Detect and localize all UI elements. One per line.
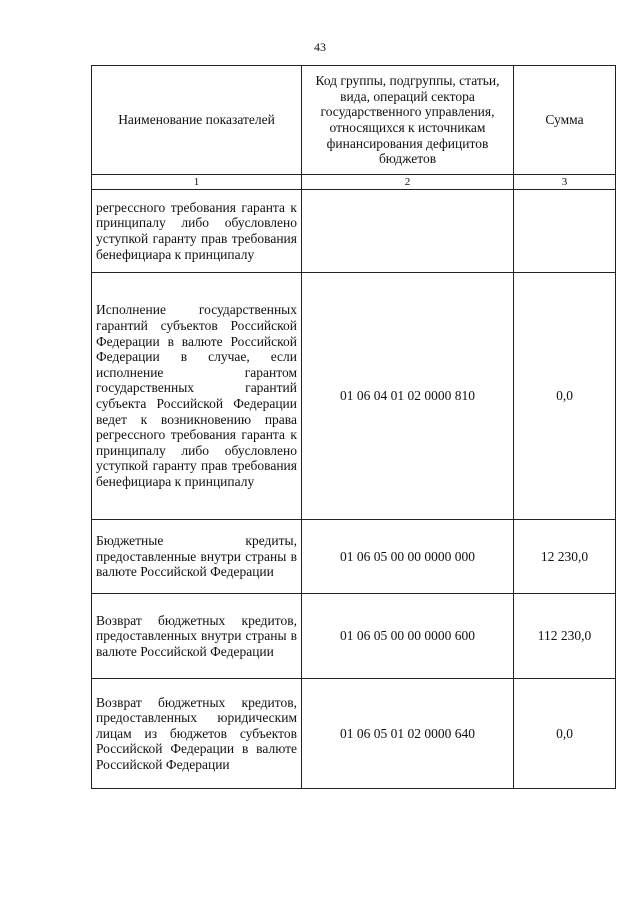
table-row bbox=[92, 520, 616, 594]
indicator-code: 01 06 04 01 02 0000 810 bbox=[302, 273, 514, 520]
indicator-code bbox=[302, 190, 514, 273]
header-sum: Сумма bbox=[514, 66, 616, 175]
column-number: 1 bbox=[92, 175, 302, 190]
indicator-code: 01 06 05 01 02 0000 640 bbox=[302, 679, 514, 789]
indicator-name: Бюджетные кредиты, предоставленные внутри страны в валюте Российской Федерации bbox=[92, 520, 302, 594]
budget-sources-table bbox=[91, 65, 616, 789]
table-row bbox=[92, 190, 616, 273]
column-number: 3 bbox=[514, 175, 616, 190]
header-name: Наименование показателей bbox=[92, 66, 302, 175]
indicator-sum: 12 230,0 bbox=[514, 520, 616, 594]
column-number: 2 bbox=[302, 175, 514, 190]
table-header-row bbox=[92, 66, 616, 175]
indicator-code: 01 06 05 00 00 0000 600 bbox=[302, 594, 514, 679]
column-number-row bbox=[92, 175, 616, 190]
indicator-sum: 0,0 bbox=[514, 679, 616, 789]
indicator-sum bbox=[514, 190, 616, 273]
page-number: 43 bbox=[314, 40, 326, 54]
indicator-name: Возврат бюджетных кредитов, предоставленных юридическим лицам из бюджетов субъектов Российской Федерации в валюте Российской Федерации bbox=[92, 679, 302, 789]
table-row bbox=[92, 594, 616, 679]
table-row bbox=[92, 679, 616, 789]
indicator-code: 01 06 05 00 00 0000 000 bbox=[302, 520, 514, 594]
indicator-sum: 112 230,0 bbox=[514, 594, 616, 679]
indicator-name: регрессного требования гаранта к принципалу либо обусловлено уступкой гаранту прав требования бенефициара к принципалу bbox=[92, 190, 302, 273]
header-code: Код группы, подгруппы, статьи, вида, операций сектора государственного управления, относящихся к источникам финансирования дефицитов бюджетов bbox=[302, 66, 514, 175]
indicator-name: Исполнение государственных гарантий субъектов Российской Федерации в валюте Российской Федерации в случае, если исполнение гарантом государственных гарантий субъекта Российской Федерации ведет к возникновению права регрессного требования гаранта к принципалу либо обусловлено уступкой гаранту прав требования бенефициара к принципалу bbox=[92, 273, 302, 520]
table-row bbox=[92, 273, 616, 520]
indicator-name: Возврат бюджетных кредитов, предоставленных внутри страны в валюте Российской Федерации bbox=[92, 594, 302, 679]
indicator-sum: 0,0 bbox=[514, 273, 616, 520]
